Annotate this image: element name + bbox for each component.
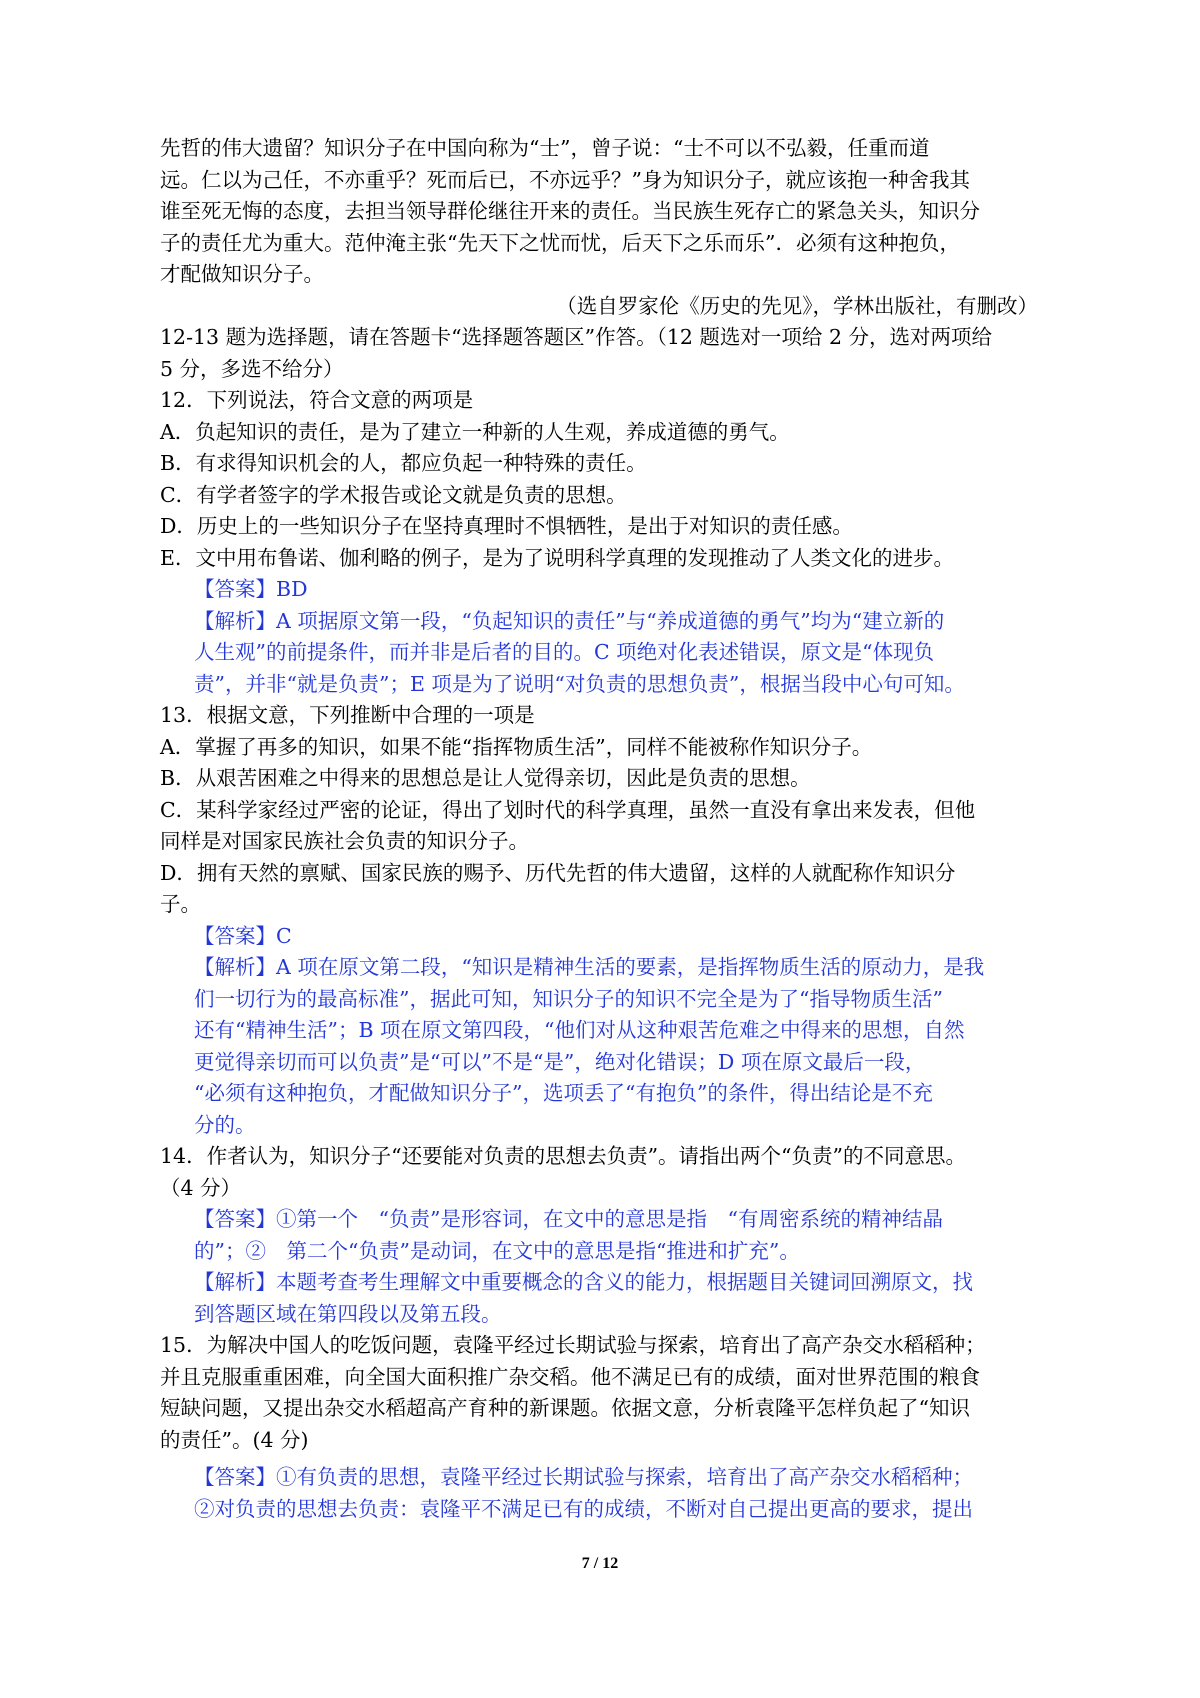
answer-line: 【答案】①第一个 “负责”是形容词，在文中的意思是指 “有周密系统的精神结晶 [194, 1207, 943, 1231]
analysis-line: 人生观”的前提条件，而并非是后者的目的。C 项绝对化表述错误，原文是“体现负 [194, 640, 935, 664]
question-stem-continued: 的责任”。(4 分) [160, 1427, 309, 1452]
instruction-line: 5 分，多选不给分） [160, 356, 344, 381]
passage-line: 子的责任尤为重大。范仲淹主张“先天下之忧而忧，后天下之乐而乐”．必须有这种抱负， [160, 230, 960, 255]
analysis-line: 们一切行为的最高标准”，据此可知，知识分子的知识不完全是为了“指导物质生活” [194, 986, 943, 1011]
source-citation: （选自罗家伦《历史的先见》，学林出版社，有删改） [556, 293, 1038, 318]
answer: 【答案】C [194, 923, 292, 948]
analysis-line: 更觉得亲切而可以负责”是“可以”不是“是”，绝对化错误；D 项在原文最后一段， [194, 1049, 926, 1074]
option-c: C．有学者签字的学术报告或论文就是负责的思想。 [160, 482, 627, 507]
question-stem: 13．根据文意，下列推断中合理的一项是 [160, 703, 535, 727]
question-15 [160, 1330, 1040, 1525]
option-d: D．历史上的一些知识分子在坚持真理时不惧牺牲，是出于对知识的责任感。 [160, 514, 853, 538]
analysis-line: 【解析】A 项据原文第一段，“负起知识的责任”与“养成道德的勇气”均为“建立新的 [194, 608, 945, 633]
instruction-line: 12-13 题为选择题，请在答题卡“选择题答题区”作答。（12 题选对一项给 2 分，选对两项给 [160, 325, 992, 349]
analysis-line: 到答题区域在第四段以及第五段。 [194, 1301, 502, 1326]
option-d: D．拥有天然的禀赋、国家民族的赐予、历代先哲的伟大遗留，这样的人就配称作知识分 [160, 860, 956, 885]
question-stem-continued: 并且克服重重困难，向全国大面积推广杂交稻。他不满足已有的成绩，面对世界范围的粮食 [160, 1364, 980, 1389]
option-c: C．某科学家经过严密的论证，得出了划时代的科学真理，虽然一直没有拿出来发表，但他 [160, 797, 976, 822]
analysis-line: 【解析】A 项在原文第二段，“知识是精神生活的要素，是指挥物质生活的原动力，是我 [194, 955, 985, 979]
passage-line: 远。仁以为己任，不亦重乎？死而后已，不亦远乎？”身为知识分子，就应该抱一种舍我其 [160, 167, 970, 192]
passage-line: 才配做知识分子。 [160, 262, 324, 286]
analysis-line: “必须有这种抱负，才配做知识分子”，选项丢了“有抱负”的条件，得出结论是不充 [194, 1081, 933, 1105]
analysis-line: 还有“精神生活”；B 项在原文第四段，“他们对从这种艰苦危难之中得来的思想，自然 [194, 1018, 965, 1042]
option-b: B．从艰苦困难之中得来的思想总是让人觉得亲切，因此是负责的思想。 [160, 766, 811, 790]
option-b: B．有求得知识机会的人，都应负起一种特殊的责任。 [160, 451, 647, 475]
analysis-line: 责”，并非“就是负责”；E 项是为了说明“对负责的思想负责”，根据当段中心句可知。 [194, 671, 965, 696]
answer-line: 【答案】①有负责的思想，袁隆平经过长期试验与探索，培育出了高产杂交水稻稻种； [194, 1465, 973, 1489]
option-a: A．负起知识的责任，是为了建立一种新的人生观，养成道德的勇气。 [160, 419, 790, 444]
question-14 [160, 1141, 1040, 1330]
document-body [160, 133, 1040, 1525]
passage-line: 谁至死无悔的态度，去担当领导群伦继往开来的责任。当民族生死存亡的紧急关头，知识分 [160, 199, 980, 223]
answer-line: 的”；② 第二个“负责”是动词，在文中的意思是指“推进和扩充”。 [194, 1238, 800, 1263]
question-12 [160, 385, 1040, 700]
question-stem-continued: 短缺问题，又提出杂交水稻超高产育种的新课题。依据文意，分析袁隆平怎样负起了“知识 [160, 1396, 970, 1420]
passage-line: 先哲的伟大遗留？知识分子在中国向称为“士”，曾子说：“士不可以不弘毅，任重而道 [160, 136, 930, 160]
section-instruction [160, 322, 1040, 385]
question-stem: 14．作者认为，知识分子“还要能对负责的思想去负责”。请指出两个“负责”的不同意思。 [160, 1144, 967, 1168]
option-e: E．文中用布鲁诺、伽利略的例子，是为了说明科学真理的发现推动了人类文化的进步。 [160, 545, 954, 570]
question-stem: 15．为解决中国人的吃饭问题，袁隆平经过长期试验与探索，培育出了高产杂交水稻稻种； [160, 1333, 986, 1357]
option-c-continued: 同样是对国家民族社会负责的知识分子。 [160, 829, 529, 853]
analysis-line: 分的。 [194, 1112, 256, 1137]
analysis-line: 【解析】本题考查考生理解文中重要概念的含义的能力，根据题目关键词回溯原文，找 [194, 1270, 973, 1294]
passage-paragraph [160, 133, 1040, 291]
option-a: A．掌握了再多的知识，如果不能“指挥物质生活”，同样不能被称作知识分子。 [160, 734, 873, 759]
question-stem-continued: （4 分） [160, 1175, 242, 1200]
option-d-continued: 子。 [160, 892, 201, 916]
answer: 【答案】BD [194, 577, 308, 601]
answer-line: ②对负责的思想去负责：袁隆平不满足已有的成绩，不断对自己提出更高的要求，提出 [194, 1496, 973, 1521]
question-13 [160, 700, 1040, 1141]
question-stem: 12．下列说法，符合文意的两项是 [160, 388, 474, 412]
page-number: 7 / 12 [581, 1555, 619, 1572]
